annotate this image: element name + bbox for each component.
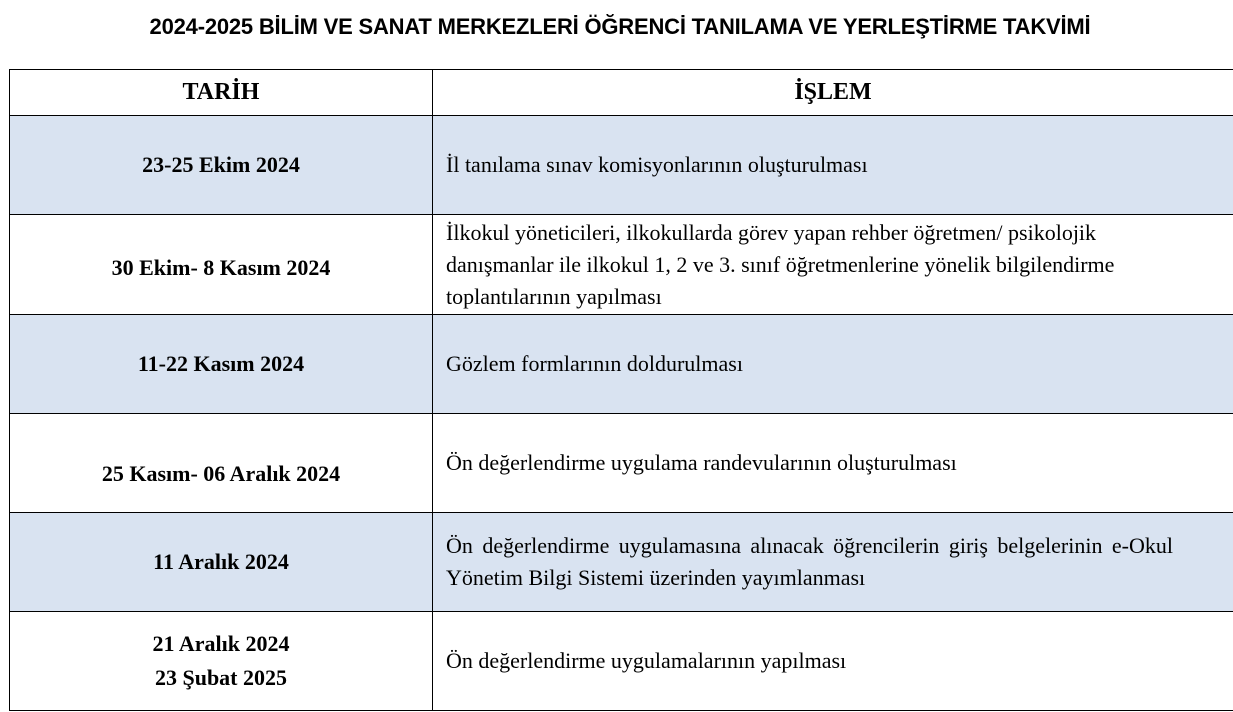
action-text-line: toplantılarının yapılması <box>446 283 662 309</box>
action-cell: İl tanılama sınav komisyonlarının oluşturulması <box>433 116 1233 215</box>
action-cell: Ön değerlendirme uygulamalarının yapılması <box>433 612 1233 711</box>
header-action: İŞLEM <box>433 70 1233 116</box>
table-row <box>10 315 1233 414</box>
calendar-table <box>9 69 1233 711</box>
header-date: TARİH <box>10 70 433 116</box>
document-title: 2024-2025 BİLİM VE SANAT MERKEZLERİ ÖĞRENCİ TANILAMA VE YERLEŞTİRME TAKVİMİ <box>149 14 1091 39</box>
table-row <box>10 513 1233 612</box>
table-header-row <box>10 70 1233 116</box>
date-text: 11 Aralık 2024 <box>153 549 289 574</box>
date-text: 23 Şubat 2025 <box>154 665 288 690</box>
date-text: 11-22 Kasım 2024 <box>137 351 305 376</box>
date-text: 21 Aralık 2024 <box>152 631 290 656</box>
action-text-line: danışmanlar ile ilkokul 1, 2 ve 3. sınıf öğretmenlerine yönelik bilgilendirme <box>446 251 1115 277</box>
table-row <box>10 612 1233 711</box>
action-cell: Gözlem formlarının doldurulması <box>433 315 1233 414</box>
action-text: Ön değerlendirme uygulamasına alınacak öğrencilerin giriş belgelerinin e-Okul Yönetim Bilgi Sistemi üzerinden yayımlanması <box>446 533 1173 590</box>
date-cell <box>10 215 433 315</box>
date-cell <box>10 315 433 414</box>
table-row <box>10 414 1233 513</box>
date-text: 25 Kasım- 06 Aralık 2024 <box>101 461 341 486</box>
action-text-line: İlkokul yöneticileri, ilkokullarda görev yapan rehber öğretmen/ psikolojik <box>446 219 1097 245</box>
date-cell <box>10 116 433 215</box>
date-cell <box>10 612 433 711</box>
action-cell <box>433 513 1233 612</box>
date-text: 30 Ekim- 8 Kasım 2024 <box>111 254 331 280</box>
date-text: 23-25 Ekim 2024 <box>142 152 300 177</box>
table-row <box>10 215 1233 315</box>
table-row <box>10 116 1233 215</box>
action-cell: Ön değerlendirme uygulama randevularının oluşturulması <box>433 414 1233 513</box>
date-cell <box>10 414 433 513</box>
date-cell <box>10 513 433 612</box>
action-cell <box>433 215 1233 315</box>
